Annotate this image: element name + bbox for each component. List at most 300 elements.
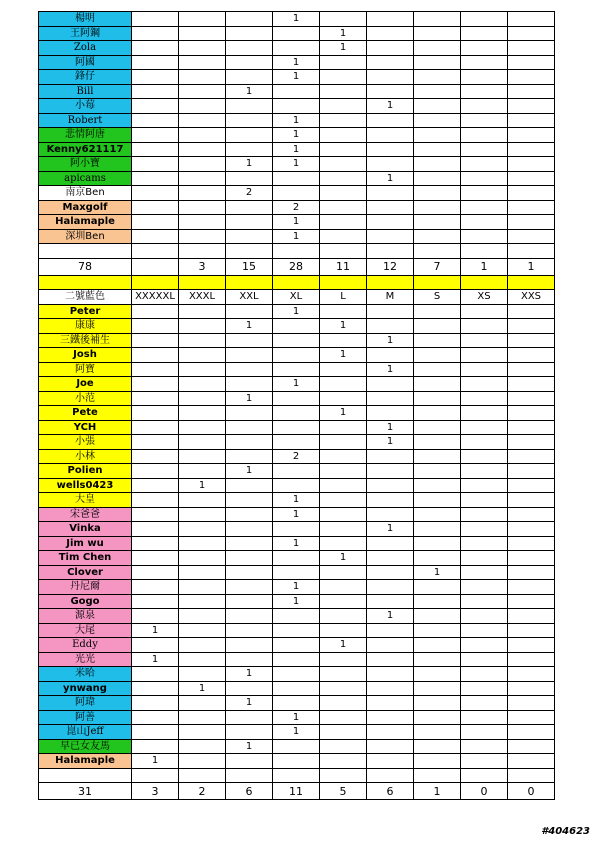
size-count <box>179 609 226 624</box>
size-count <box>132 377 179 392</box>
size-count <box>179 186 226 201</box>
member-name: 丹尼爾 <box>39 580 132 595</box>
size-count <box>132 348 179 363</box>
size-total: 11 <box>320 258 367 275</box>
size-count <box>461 362 508 377</box>
table-row <box>39 406 555 421</box>
size-count: 1 <box>273 377 320 392</box>
table-row <box>39 739 555 754</box>
empty-cell <box>320 275 367 290</box>
empty-cell <box>179 244 226 259</box>
size-count <box>273 609 320 624</box>
size-total: 11 <box>273 783 320 800</box>
member-name: 南京Ben <box>39 186 132 201</box>
size-count <box>508 754 555 769</box>
size-count <box>461 478 508 493</box>
size-count <box>320 725 367 740</box>
size-count <box>414 449 461 464</box>
size-count: 1 <box>273 128 320 143</box>
size-count: 1 <box>367 171 414 186</box>
size-count <box>226 229 273 244</box>
size-count <box>320 652 367 667</box>
table-row <box>39 304 555 319</box>
size-count <box>132 681 179 696</box>
size-header: XXXL <box>179 290 226 305</box>
size-count <box>414 55 461 70</box>
size-count <box>179 406 226 421</box>
size-count <box>367 348 414 363</box>
size-count <box>367 128 414 143</box>
empty-cell <box>179 275 226 290</box>
size-count: 1 <box>273 493 320 508</box>
size-count <box>367 696 414 711</box>
size-count <box>414 171 461 186</box>
size-count <box>367 449 414 464</box>
size-count: 1 <box>273 536 320 551</box>
size-count <box>508 348 555 363</box>
table-row <box>39 493 555 508</box>
size-count <box>461 435 508 450</box>
size-count <box>320 200 367 215</box>
size-count <box>132 739 179 754</box>
size-count <box>508 229 555 244</box>
table-row <box>39 551 555 566</box>
member-name: wells0423 <box>39 478 132 493</box>
size-total: 6 <box>226 783 273 800</box>
size-count <box>367 754 414 769</box>
size-count <box>226 113 273 128</box>
size-count <box>320 681 367 696</box>
size-count <box>367 464 414 479</box>
member-name: Clover <box>39 565 132 580</box>
table-row <box>39 319 555 334</box>
member-name: 小林 <box>39 449 132 464</box>
size-count <box>508 333 555 348</box>
size-count <box>508 493 555 508</box>
size-count <box>414 696 461 711</box>
size-count <box>414 142 461 157</box>
size-count <box>132 594 179 609</box>
empty-cell <box>179 768 226 783</box>
size-count <box>179 304 226 319</box>
member-name: Gogo <box>39 594 132 609</box>
size-count <box>508 304 555 319</box>
size-count <box>179 200 226 215</box>
size-count <box>320 435 367 450</box>
size-count: 1 <box>273 215 320 230</box>
empty-cell <box>461 768 508 783</box>
size-count <box>132 304 179 319</box>
size-count <box>132 464 179 479</box>
size-count <box>508 391 555 406</box>
member-name: Vinka <box>39 522 132 537</box>
size-count <box>179 348 226 363</box>
size-count <box>461 171 508 186</box>
size-count <box>508 710 555 725</box>
size-count <box>226 99 273 114</box>
size-count <box>414 754 461 769</box>
size-count <box>273 623 320 638</box>
member-name: Kenny621117 <box>39 142 132 157</box>
size-count <box>508 171 555 186</box>
size-count <box>367 536 414 551</box>
size-count <box>179 594 226 609</box>
member-name: Maxgolf <box>39 200 132 215</box>
size-count <box>320 594 367 609</box>
size-count <box>414 435 461 450</box>
size-count <box>414 609 461 624</box>
size-count <box>367 70 414 85</box>
size-count <box>508 478 555 493</box>
size-count <box>273 681 320 696</box>
size-count <box>132 609 179 624</box>
size-count <box>414 304 461 319</box>
size-count <box>320 710 367 725</box>
size-count <box>226 522 273 537</box>
size-count <box>414 725 461 740</box>
size-count <box>273 667 320 682</box>
size-count: 1 <box>226 739 273 754</box>
size-count <box>132 171 179 186</box>
size-count <box>461 84 508 99</box>
size-count <box>179 12 226 27</box>
empty-cell <box>414 768 461 783</box>
size-count <box>461 725 508 740</box>
empty-cell <box>273 768 320 783</box>
size-count <box>320 449 367 464</box>
size-count <box>132 435 179 450</box>
size-count <box>226 26 273 41</box>
size-count <box>179 377 226 392</box>
size-count <box>414 229 461 244</box>
table-row <box>39 478 555 493</box>
size-count <box>320 362 367 377</box>
size-count <box>508 565 555 580</box>
size-count <box>226 638 273 653</box>
size-count <box>179 229 226 244</box>
size-count <box>132 41 179 56</box>
size-count <box>508 522 555 537</box>
size-count <box>320 113 367 128</box>
blank-row <box>39 244 555 259</box>
size-count <box>508 128 555 143</box>
size-count <box>179 215 226 230</box>
table-row <box>39 229 555 244</box>
size-header: XS <box>461 290 508 305</box>
member-name: 小張 <box>39 435 132 450</box>
table-row <box>39 754 555 769</box>
size-count <box>179 41 226 56</box>
size-total: 1 <box>508 258 555 275</box>
size-count: 1 <box>273 229 320 244</box>
size-count <box>132 333 179 348</box>
empty-cell <box>414 244 461 259</box>
size-total: 3 <box>132 783 179 800</box>
size-count <box>414 391 461 406</box>
size-count <box>367 652 414 667</box>
member-name: Zola <box>39 41 132 56</box>
size-count: 1 <box>132 652 179 667</box>
size-count <box>132 113 179 128</box>
member-name: Halamaple <box>39 215 132 230</box>
size-count <box>320 333 367 348</box>
size-total: 7 <box>414 258 461 275</box>
total-count: 78 <box>39 258 132 275</box>
table-row <box>39 609 555 624</box>
size-count <box>179 55 226 70</box>
size-count <box>179 157 226 172</box>
size-count <box>226 478 273 493</box>
member-name: Pete <box>39 406 132 421</box>
size-count <box>273 696 320 711</box>
member-name: Joe <box>39 377 132 392</box>
size-count <box>461 594 508 609</box>
size-count <box>414 157 461 172</box>
size-count: 1 <box>367 420 414 435</box>
size-count <box>132 725 179 740</box>
size-count <box>132 128 179 143</box>
table-row <box>39 157 555 172</box>
empty-cell <box>273 244 320 259</box>
size-count <box>179 70 226 85</box>
size-count <box>132 551 179 566</box>
size-count <box>461 739 508 754</box>
size-count: 1 <box>414 565 461 580</box>
size-count <box>414 41 461 56</box>
size-count <box>508 536 555 551</box>
size-total: 1 <box>461 258 508 275</box>
size-count <box>179 171 226 186</box>
size-header-row <box>39 290 555 305</box>
size-count <box>367 391 414 406</box>
size-count <box>414 507 461 522</box>
size-count: 1 <box>367 609 414 624</box>
member-name: 宋爸爸 <box>39 507 132 522</box>
table-row <box>39 652 555 667</box>
size-count <box>226 681 273 696</box>
size-count <box>320 12 367 27</box>
size-count <box>367 157 414 172</box>
member-name: 阿小寶 <box>39 157 132 172</box>
size-count <box>226 493 273 508</box>
size-count <box>132 493 179 508</box>
table-row <box>39 55 555 70</box>
size-count <box>273 348 320 363</box>
size-count <box>508 507 555 522</box>
member-name: YCH <box>39 420 132 435</box>
table-row <box>39 536 555 551</box>
size-count <box>414 128 461 143</box>
size-count: 1 <box>273 55 320 70</box>
size-count <box>226 362 273 377</box>
size-count <box>179 739 226 754</box>
size-count <box>508 681 555 696</box>
member-name: Bill <box>39 84 132 99</box>
size-count <box>461 406 508 421</box>
size-count <box>414 623 461 638</box>
table-row <box>39 99 555 114</box>
size-count <box>461 667 508 682</box>
size-count <box>414 200 461 215</box>
size-count <box>461 319 508 334</box>
size-count <box>367 41 414 56</box>
size-count <box>414 186 461 201</box>
size-count <box>179 580 226 595</box>
size-count <box>367 551 414 566</box>
size-count <box>508 99 555 114</box>
size-count <box>461 12 508 27</box>
table-row <box>39 186 555 201</box>
size-count <box>179 128 226 143</box>
member-name: Halamaple <box>39 754 132 769</box>
size-count: 1 <box>226 391 273 406</box>
member-name: 源泉 <box>39 609 132 624</box>
size-count <box>461 493 508 508</box>
size-count: 1 <box>320 551 367 566</box>
size-count <box>367 565 414 580</box>
size-count <box>132 157 179 172</box>
size-count <box>132 229 179 244</box>
size-count: 1 <box>132 623 179 638</box>
size-count <box>461 420 508 435</box>
empty-cell <box>132 244 179 259</box>
size-count <box>461 304 508 319</box>
member-name: Jim wu <box>39 536 132 551</box>
size-count <box>273 319 320 334</box>
size-count <box>461 696 508 711</box>
size-count: 1 <box>273 725 320 740</box>
size-count <box>508 638 555 653</box>
empty-cell <box>461 244 508 259</box>
size-count <box>179 710 226 725</box>
table-row <box>39 594 555 609</box>
size-count <box>320 507 367 522</box>
size-count <box>132 667 179 682</box>
member-name: 鋒仔 <box>39 70 132 85</box>
size-count <box>132 70 179 85</box>
size-total: 12 <box>367 258 414 275</box>
size-count <box>226 609 273 624</box>
member-name: ynwang <box>39 681 132 696</box>
table-row <box>39 113 555 128</box>
table-row <box>39 333 555 348</box>
size-count <box>508 652 555 667</box>
size-count <box>508 200 555 215</box>
size-count <box>414 667 461 682</box>
size-count: 1 <box>226 667 273 682</box>
empty-cell <box>39 768 132 783</box>
size-count <box>273 420 320 435</box>
size-count <box>320 609 367 624</box>
member-name: 小莓 <box>39 99 132 114</box>
size-count <box>461 681 508 696</box>
size-count <box>367 725 414 740</box>
size-count <box>367 507 414 522</box>
size-count <box>132 507 179 522</box>
totals-row <box>39 258 555 275</box>
table-row <box>39 667 555 682</box>
size-count: 1 <box>320 638 367 653</box>
empty-cell <box>39 244 132 259</box>
table-row <box>39 638 555 653</box>
size-count <box>461 229 508 244</box>
size-order-sheet <box>38 11 555 800</box>
size-count <box>179 391 226 406</box>
size-count <box>179 725 226 740</box>
size-header: L <box>320 290 367 305</box>
size-header: XXS <box>508 290 555 305</box>
size-count <box>226 580 273 595</box>
size-count <box>508 609 555 624</box>
size-count: 1 <box>179 681 226 696</box>
member-name: 阿瑋 <box>39 696 132 711</box>
size-count <box>320 99 367 114</box>
size-total: 0 <box>461 783 508 800</box>
size-count <box>179 493 226 508</box>
size-count <box>179 113 226 128</box>
size-total: 5 <box>320 783 367 800</box>
size-count <box>273 638 320 653</box>
size-count <box>320 215 367 230</box>
size-count <box>320 696 367 711</box>
size-count <box>508 41 555 56</box>
size-count <box>367 113 414 128</box>
size-count: 1 <box>273 142 320 157</box>
size-count <box>414 420 461 435</box>
size-count <box>367 200 414 215</box>
size-count <box>367 12 414 27</box>
member-name: 小范 <box>39 391 132 406</box>
size-count <box>461 377 508 392</box>
size-count <box>461 55 508 70</box>
empty-cell <box>39 275 132 290</box>
size-count <box>414 652 461 667</box>
size-count <box>508 594 555 609</box>
size-count <box>273 186 320 201</box>
blank-row <box>39 768 555 783</box>
size-count <box>179 623 226 638</box>
size-count <box>132 638 179 653</box>
size-count <box>179 420 226 435</box>
table-row <box>39 142 555 157</box>
size-count <box>461 754 508 769</box>
member-name: 楊明 <box>39 12 132 27</box>
size-count <box>461 638 508 653</box>
size-count <box>508 186 555 201</box>
empty-cell <box>273 275 320 290</box>
size-count <box>320 70 367 85</box>
size-count <box>367 667 414 682</box>
size-count <box>226 128 273 143</box>
member-name: 阿善 <box>39 710 132 725</box>
size-count: 1 <box>273 113 320 128</box>
table-row <box>39 449 555 464</box>
size-count <box>273 406 320 421</box>
size-count <box>320 754 367 769</box>
size-count <box>508 142 555 157</box>
yellow-separator-row <box>39 275 555 290</box>
empty-cell <box>461 275 508 290</box>
size-count <box>508 725 555 740</box>
size-count <box>414 580 461 595</box>
size-count <box>179 638 226 653</box>
size-count <box>226 215 273 230</box>
size-count <box>273 362 320 377</box>
size-count <box>320 623 367 638</box>
size-count <box>226 565 273 580</box>
size-count <box>179 319 226 334</box>
size-count <box>320 420 367 435</box>
